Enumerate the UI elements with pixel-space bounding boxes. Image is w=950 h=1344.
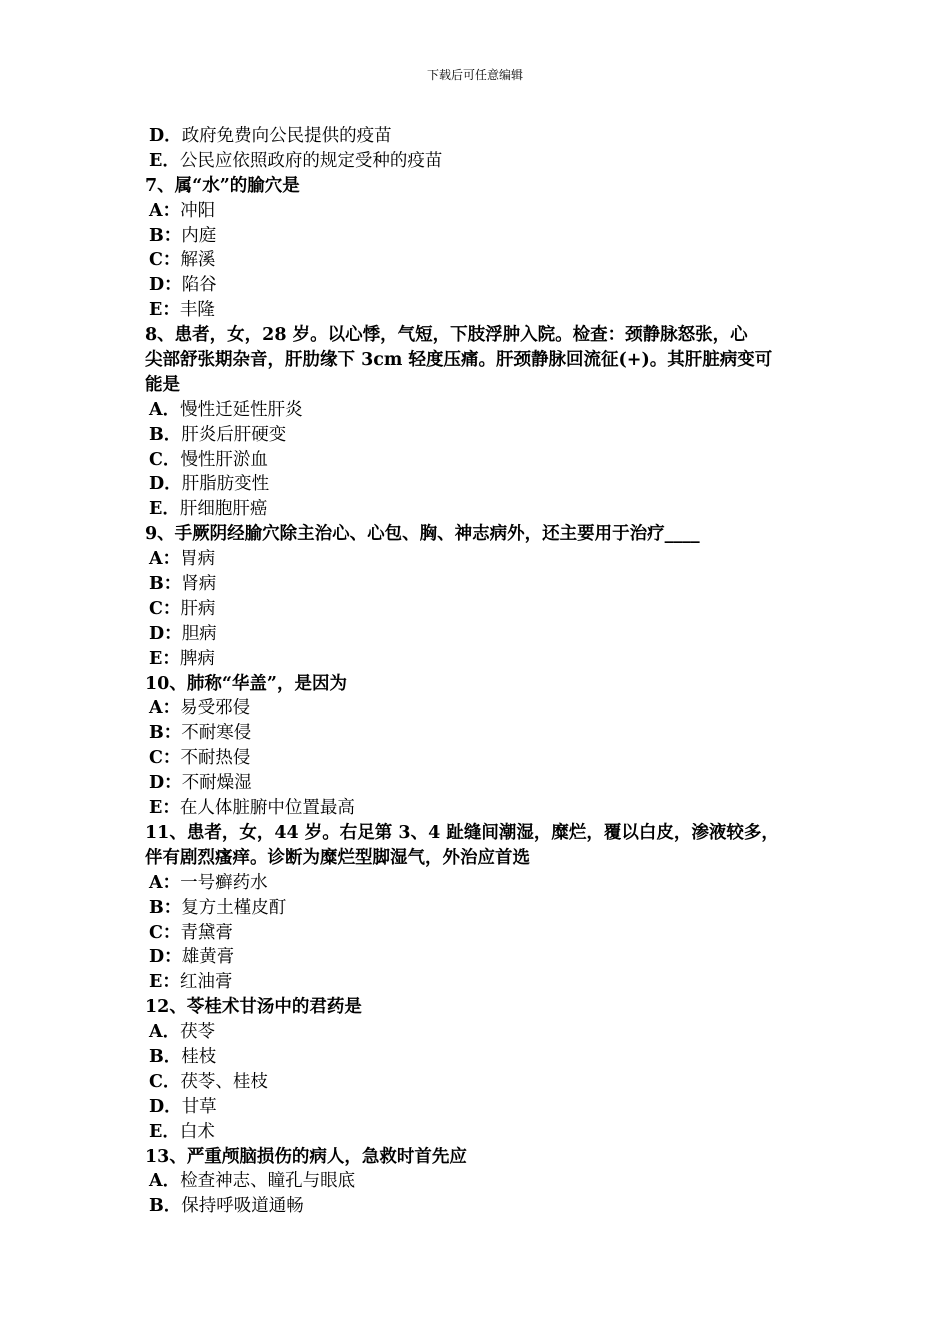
page-header: 下载后可任意编辑 <box>426 68 523 82</box>
question-line: 尖部舒张期杂音，肝肋缘下 3cm 轻度压痛。肝颈静脉回流征(+)。其肝脏病变可 <box>145 350 773 371</box>
option-label: C： <box>149 250 181 271</box>
option-text: 陷谷 <box>181 275 217 296</box>
option-line <box>145 896 810 921</box>
option-label: B： <box>149 723 182 744</box>
option-text: 慢性迁延性肝炎 <box>180 399 303 420</box>
option-label: D． <box>149 126 182 146</box>
question-line: 12、苓桂术甘汤中的君药是 <box>145 997 362 1018</box>
option-text: 雄黄膏 <box>181 947 235 968</box>
option-text: 胃病 <box>180 549 216 570</box>
option-label: C： <box>149 748 181 769</box>
option-text: 肾病 <box>181 574 217 595</box>
option-text: 慢性肝淤血 <box>180 449 268 470</box>
option-label: B． <box>149 424 182 445</box>
option-line <box>145 1120 810 1145</box>
option-line <box>145 124 810 149</box>
option-label: D： <box>149 773 182 794</box>
option-label: A： <box>149 698 181 719</box>
option-label: B： <box>149 897 182 918</box>
option-line <box>145 398 810 423</box>
option-label: E． <box>149 150 180 171</box>
option-label: B： <box>149 225 182 246</box>
option-line <box>145 647 810 672</box>
option-line <box>145 796 810 821</box>
option-text: 脾病 <box>179 648 215 669</box>
option-line <box>145 423 810 448</box>
option-line <box>145 224 810 249</box>
option-label: E： <box>149 798 180 819</box>
option-line <box>145 572 810 597</box>
option-label: E： <box>149 300 180 321</box>
option-line <box>145 248 810 273</box>
option-text: 检查神志、瞳孔与眼底 <box>180 1171 356 1192</box>
option-line <box>145 871 810 896</box>
option-text: 白术 <box>179 1121 215 1142</box>
option-text: 肝细胞肝癌 <box>179 499 268 520</box>
option-text: 丰隆 <box>179 300 215 321</box>
option-text: 保持呼吸道通畅 <box>181 1196 304 1217</box>
option-text: 肝脂肪变性 <box>181 474 270 495</box>
option-line <box>145 199 810 224</box>
option-text: 胆病 <box>181 623 217 644</box>
option-text: 青黛膏 <box>180 922 233 943</box>
option-label: C： <box>149 598 181 619</box>
option-line <box>145 547 810 572</box>
question-line: 10、肺称“华盖”，是因为 <box>145 673 347 694</box>
question-line: 13、严重颅脑损伤的病人，急救时首先应 <box>145 1146 467 1167</box>
option-label: D： <box>149 623 182 644</box>
option-line <box>145 1194 810 1219</box>
option-label: E： <box>149 972 180 993</box>
option-label: C． <box>149 449 181 470</box>
option-label: A． <box>149 1171 181 1192</box>
option-label: D． <box>149 474 182 495</box>
option-line <box>145 746 810 771</box>
option-line <box>145 1020 810 1045</box>
option-label: E： <box>149 648 180 669</box>
option-line <box>145 622 810 647</box>
option-line <box>145 921 810 946</box>
question-line: 8、患者，女，28 岁。以心悸，气短，下肢浮肿入院。检查：颈静脉怒张，心 <box>145 325 748 346</box>
option-text: 茯苓 <box>180 1022 216 1043</box>
option-line <box>145 149 810 174</box>
option-text: 冲阳 <box>180 200 216 221</box>
option-line <box>145 945 810 970</box>
option-line <box>145 771 810 796</box>
option-line <box>145 298 810 323</box>
option-line <box>145 448 810 473</box>
option-label: D： <box>149 947 182 968</box>
option-text: 复方土槿皮酊 <box>181 897 287 918</box>
option-text: 内庭 <box>181 225 217 246</box>
option-text: 政府免费向公民提供的疫苗 <box>181 126 392 146</box>
option-text: 茯苓、桂枝 <box>180 1071 268 1092</box>
option-text: 在人体脏腑中位置最高 <box>179 798 355 819</box>
option-text: 公民应依照政府的规定受种的疫苗 <box>179 150 443 171</box>
option-text: 一号癣药水 <box>180 872 268 893</box>
option-text: 肝病 <box>180 598 216 619</box>
option-text: 不耐热侵 <box>180 748 251 769</box>
option-label: D： <box>149 275 182 296</box>
option-text: 红油膏 <box>179 972 233 993</box>
question-line: 伴有剧烈瘙痒。诊断为糜烂型脚湿气，外治应首选 <box>145 847 530 868</box>
option-text: 肝炎后肝硬变 <box>181 424 287 445</box>
document-body <box>145 124 810 1219</box>
option-line <box>145 472 810 497</box>
option-label: C． <box>149 1071 181 1092</box>
question-line: 能是 <box>145 374 180 395</box>
option-label: B． <box>149 1196 182 1217</box>
option-line <box>145 1045 810 1070</box>
option-text: 甘草 <box>181 1096 217 1117</box>
option-text: 易受邪侵 <box>180 698 251 719</box>
option-label: B． <box>149 1046 182 1067</box>
option-line <box>145 597 810 622</box>
option-text: 不耐寒侵 <box>181 723 252 744</box>
option-line <box>145 1070 810 1095</box>
option-line <box>145 696 810 721</box>
option-label: A： <box>149 200 181 221</box>
option-line <box>145 721 810 746</box>
option-line <box>145 273 810 298</box>
option-line <box>145 497 810 522</box>
option-line <box>145 1095 810 1120</box>
option-text: 桂枝 <box>181 1046 217 1067</box>
question-line: 11、患者，女，44 岁。右足第 3、4 趾缝间潮湿，糜烂，覆以白皮，渗液较多， <box>145 822 779 843</box>
option-label: C： <box>149 922 181 943</box>
option-label: D． <box>149 1096 182 1117</box>
option-label: A． <box>149 1022 181 1043</box>
option-label: A： <box>149 549 181 570</box>
question-line: 9、手厥阴经腧穴除主治心、心包、胸、神志病外，还主要用于治疗____ <box>145 524 700 545</box>
question-line: 7、属“水”的腧穴是 <box>145 175 300 196</box>
option-label: E． <box>149 499 180 520</box>
option-line <box>145 970 810 995</box>
option-text: 不耐燥湿 <box>181 773 252 794</box>
option-label: B： <box>149 574 182 595</box>
option-label: E． <box>149 1121 180 1142</box>
option-line <box>145 1169 810 1194</box>
option-text: 解溪 <box>180 250 216 271</box>
option-label: A： <box>149 872 181 893</box>
option-label: A． <box>149 399 181 420</box>
